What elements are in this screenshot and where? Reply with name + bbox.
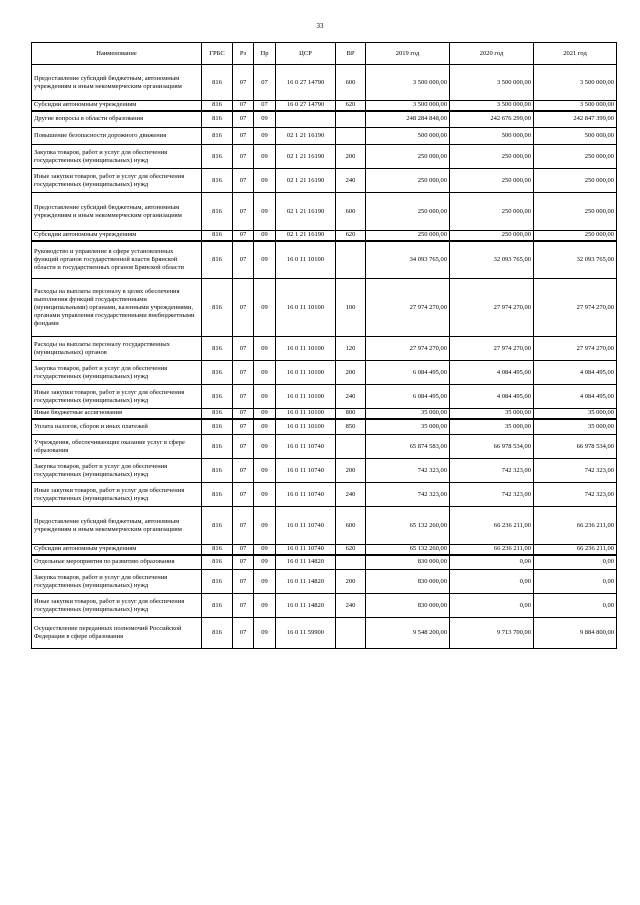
row-name: Предоставление субсидий бюджетным, автономным учреждениям и иным некоммерческим организациям (32, 193, 202, 231)
column-header-grbs: ГРБС (202, 43, 233, 65)
row-amount-2019: 3 500 000,00 (366, 65, 450, 101)
row-amount-2020: 0,00 (450, 570, 534, 594)
row-name: Предоставление субсидий бюджетным, автономным учреждениям и иным некоммерческим организациям (32, 507, 202, 545)
row-amount-2021: 0,00 (534, 570, 617, 594)
row-vr: 240 (336, 385, 366, 409)
row-name: Руководство и управление в сфере установленных функций органов государственной власти Брянской области и государственных органов Брянской области (32, 241, 202, 279)
row-name: Иные закупки товаров, работ и услуг для обеспечения государственных (муниципальных) нужд (32, 385, 202, 409)
row-pr: 09 (254, 231, 276, 241)
row-amount-2021: 9 884 800,00 (534, 618, 617, 649)
row-amount-2021: 250 000,00 (534, 231, 617, 241)
row-name: Предоставление субсидий бюджетным, автономным учреждениям и иным некоммерческим организациям (32, 65, 202, 101)
row-grbs: 816 (202, 111, 233, 128)
row-csr (276, 111, 336, 128)
row-amount-2020: 4 084 495,00 (450, 385, 534, 409)
row-name: Другие вопросы в области образования (32, 111, 202, 128)
row-amount-2019: 250 000,00 (366, 231, 450, 241)
row-pr: 09 (254, 545, 276, 555)
table-row (32, 361, 617, 385)
row-csr: 16 0 11 10100 (276, 241, 336, 279)
row-amount-2020: 35 000,00 (450, 409, 534, 419)
row-amount-2020: 3 500 000,00 (450, 101, 534, 111)
table-row (32, 279, 617, 337)
row-amount-2020: 250 000,00 (450, 193, 534, 231)
row-vr: 200 (336, 361, 366, 385)
row-csr: 16 0 11 10100 (276, 337, 336, 361)
row-pr: 09 (254, 337, 276, 361)
row-grbs: 816 (202, 169, 233, 193)
row-csr: 16 0 11 10740 (276, 435, 336, 459)
row-grbs: 816 (202, 65, 233, 101)
row-vr: 200 (336, 145, 366, 169)
row-name: Иные закупки товаров, работ и услуг для обеспечения государственных (муниципальных) нужд (32, 594, 202, 618)
table-row (32, 193, 617, 231)
row-amount-2020: 242 676 299,00 (450, 111, 534, 128)
table-row (32, 231, 617, 241)
row-vr: 850 (336, 419, 366, 435)
row-grbs: 816 (202, 101, 233, 111)
row-vr: 240 (336, 483, 366, 507)
row-csr: 02 1 21 16190 (276, 169, 336, 193)
row-amount-2021: 4 084 495,00 (534, 361, 617, 385)
row-rz: 07 (233, 385, 254, 409)
table-row (32, 483, 617, 507)
row-pr: 09 (254, 193, 276, 231)
row-amount-2020: 250 000,00 (450, 145, 534, 169)
row-pr: 07 (254, 101, 276, 111)
row-name: Расходы на выплаты персоналу в целях обеспечения выполнения функций государственными (муниципальными) органами, казенными учреждениями, органами управления государственными внебюджетными фондами (32, 279, 202, 337)
row-amount-2020: 66 978 534,00 (450, 435, 534, 459)
row-amount-2019: 27 974 270,00 (366, 337, 450, 361)
row-grbs: 816 (202, 435, 233, 459)
row-grbs: 816 (202, 419, 233, 435)
row-rz: 07 (233, 409, 254, 419)
row-amount-2020: 66 236 211,00 (450, 507, 534, 545)
row-amount-2019: 250 000,00 (366, 193, 450, 231)
row-amount-2021: 742 323,00 (534, 459, 617, 483)
row-vr: 620 (336, 545, 366, 555)
table-row (32, 459, 617, 483)
row-grbs: 816 (202, 545, 233, 555)
row-amount-2021: 500 000,00 (534, 128, 617, 145)
table-row (32, 419, 617, 435)
row-rz: 07 (233, 169, 254, 193)
row-csr: 02 1 21 16190 (276, 193, 336, 231)
table-row (32, 65, 617, 101)
row-amount-2021: 66 978 534,00 (534, 435, 617, 459)
row-rz: 07 (233, 483, 254, 507)
row-csr: 16 0 11 14820 (276, 570, 336, 594)
row-rz: 07 (233, 507, 254, 545)
row-vr: 620 (336, 101, 366, 111)
row-grbs: 816 (202, 483, 233, 507)
column-header-2020: 2020 год (450, 43, 534, 65)
row-grbs: 816 (202, 145, 233, 169)
row-vr (336, 435, 366, 459)
row-amount-2020: 27 974 270,00 (450, 337, 534, 361)
row-vr (336, 128, 366, 145)
row-vr: 800 (336, 409, 366, 419)
table-row (32, 594, 617, 618)
table-row (32, 385, 617, 409)
row-pr: 09 (254, 145, 276, 169)
row-amount-2019: 742 323,00 (366, 483, 450, 507)
row-amount-2019: 65 874 583,00 (366, 435, 450, 459)
row-vr: 600 (336, 193, 366, 231)
row-vr (336, 555, 366, 570)
row-csr: 16 0 11 10100 (276, 409, 336, 419)
row-amount-2021: 35 000,00 (534, 409, 617, 419)
table-row (32, 570, 617, 594)
row-rz: 07 (233, 459, 254, 483)
row-name: Отдельные мероприятия по развитию образования (32, 555, 202, 570)
column-header-name: Наименование (32, 43, 202, 65)
row-rz: 07 (233, 337, 254, 361)
row-csr: 16 0 27 14790 (276, 101, 336, 111)
row-amount-2021: 66 236 211,00 (534, 507, 617, 545)
row-amount-2019: 34 093 765,00 (366, 241, 450, 279)
row-amount-2020: 0,00 (450, 594, 534, 618)
row-csr: 16 0 11 10740 (276, 483, 336, 507)
row-rz: 07 (233, 555, 254, 570)
row-amount-2019: 830 000,00 (366, 555, 450, 570)
table-body (32, 65, 617, 649)
row-vr (336, 618, 366, 649)
row-csr: 16 0 11 10100 (276, 385, 336, 409)
row-csr: 02 1 21 16190 (276, 128, 336, 145)
row-amount-2019: 27 974 270,00 (366, 279, 450, 337)
row-name: Субсидии автономным учреждениям (32, 545, 202, 555)
row-name: Закупка товаров, работ и услуг для обеспечения государственных (муниципальных) нужд (32, 570, 202, 594)
row-vr: 600 (336, 507, 366, 545)
row-grbs: 816 (202, 459, 233, 483)
row-amount-2021: 66 236 211,00 (534, 545, 617, 555)
row-name: Уплата налогов, сборов и иных платежей (32, 419, 202, 435)
row-amount-2019: 500 000,00 (366, 128, 450, 145)
row-vr (336, 241, 366, 279)
row-rz: 07 (233, 279, 254, 337)
row-rz: 07 (233, 545, 254, 555)
row-amount-2021: 3 500 000,00 (534, 101, 617, 111)
row-pr: 09 (254, 507, 276, 545)
row-rz: 07 (233, 435, 254, 459)
table-row (32, 241, 617, 279)
row-csr: 16 0 11 14820 (276, 555, 336, 570)
row-amount-2019: 248 284 848,00 (366, 111, 450, 128)
row-amount-2021: 250 000,00 (534, 145, 617, 169)
row-csr: 16 0 11 10740 (276, 545, 336, 555)
table-row (32, 101, 617, 111)
row-csr: 16 0 27 14790 (276, 65, 336, 101)
row-csr: 16 0 11 10100 (276, 279, 336, 337)
row-amount-2019: 3 500 000,00 (366, 101, 450, 111)
row-amount-2019: 65 132 260,00 (366, 507, 450, 545)
table-row (32, 128, 617, 145)
row-amount-2021: 3 500 000,00 (534, 65, 617, 101)
row-amount-2020: 66 236 211,00 (450, 545, 534, 555)
table-header-row (32, 43, 617, 65)
row-amount-2021: 32 093 765,00 (534, 241, 617, 279)
row-grbs: 816 (202, 570, 233, 594)
row-grbs: 816 (202, 231, 233, 241)
row-amount-2019: 9 548 200,00 (366, 618, 450, 649)
row-rz: 07 (233, 128, 254, 145)
row-grbs: 816 (202, 361, 233, 385)
row-pr: 09 (254, 279, 276, 337)
page-number: 33 (316, 22, 324, 30)
column-header-csr: ЦСР (276, 43, 336, 65)
row-rz: 07 (233, 570, 254, 594)
row-amount-2019: 35 000,00 (366, 419, 450, 435)
row-amount-2019: 6 084 495,00 (366, 361, 450, 385)
row-vr: 200 (336, 459, 366, 483)
column-header-pr: Пр (254, 43, 276, 65)
table-row (32, 545, 617, 555)
row-name: Иные бюджетные ассигнования (32, 409, 202, 419)
row-amount-2019: 830 000,00 (366, 570, 450, 594)
row-rz: 07 (233, 65, 254, 101)
row-amount-2020: 500 000,00 (450, 128, 534, 145)
row-amount-2021: 250 000,00 (534, 169, 617, 193)
row-amount-2020: 742 323,00 (450, 459, 534, 483)
row-csr: 16 0 11 10740 (276, 507, 336, 545)
row-vr: 240 (336, 169, 366, 193)
row-amount-2020: 742 323,00 (450, 483, 534, 507)
row-csr: 16 0 11 10100 (276, 419, 336, 435)
row-name: Субсидии автономным учреждениям (32, 231, 202, 241)
row-csr: 16 0 11 59900 (276, 618, 336, 649)
row-name: Закупка товаров, работ и услуг для обеспечения государственных (муниципальных) нужд (32, 145, 202, 169)
row-rz: 07 (233, 145, 254, 169)
table-row (32, 555, 617, 570)
row-grbs: 816 (202, 128, 233, 145)
row-name: Иные закупки товаров, работ и услуг для обеспечения государственных (муниципальных) нужд (32, 169, 202, 193)
row-amount-2021: 27 974 270,00 (534, 279, 617, 337)
row-vr: 200 (336, 570, 366, 594)
row-pr: 09 (254, 555, 276, 570)
row-amount-2021: 0,00 (534, 555, 617, 570)
row-pr: 09 (254, 459, 276, 483)
row-rz: 07 (233, 594, 254, 618)
row-name: Закупка товаров, работ и услуг для обеспечения государственных (муниципальных) нужд (32, 459, 202, 483)
row-amount-2021: 742 323,00 (534, 483, 617, 507)
row-pr: 09 (254, 128, 276, 145)
column-header-rz: Рз (233, 43, 254, 65)
row-amount-2019: 742 323,00 (366, 459, 450, 483)
row-grbs: 816 (202, 507, 233, 545)
row-amount-2020: 4 084 495,00 (450, 361, 534, 385)
row-pr: 09 (254, 435, 276, 459)
column-header-vr: ВР (336, 43, 366, 65)
row-grbs: 816 (202, 409, 233, 419)
row-vr: 600 (336, 65, 366, 101)
row-rz: 07 (233, 419, 254, 435)
row-grbs: 816 (202, 594, 233, 618)
column-header-2019: 2019 год (366, 43, 450, 65)
row-amount-2021: 35 000,00 (534, 419, 617, 435)
row-name: Учреждения, обеспечивающие оказание услуг в сфере образования (32, 435, 202, 459)
row-pr: 09 (254, 570, 276, 594)
row-rz: 07 (233, 193, 254, 231)
row-grbs: 816 (202, 555, 233, 570)
row-amount-2021: 242 847 399,00 (534, 111, 617, 128)
table-row (32, 169, 617, 193)
row-csr: 16 0 11 14820 (276, 594, 336, 618)
row-pr: 09 (254, 419, 276, 435)
row-pr: 09 (254, 409, 276, 419)
row-rz: 07 (233, 361, 254, 385)
budget-table (31, 42, 617, 649)
row-amount-2020: 35 000,00 (450, 419, 534, 435)
row-csr: 16 0 11 10740 (276, 459, 336, 483)
row-amount-2020: 9 713 700,00 (450, 618, 534, 649)
row-rz: 07 (233, 101, 254, 111)
row-amount-2021: 0,00 (534, 594, 617, 618)
column-header-2021: 2021 год (534, 43, 617, 65)
row-amount-2019: 65 132 260,00 (366, 545, 450, 555)
row-pr: 09 (254, 483, 276, 507)
row-amount-2019: 830 000,00 (366, 594, 450, 618)
row-pr: 09 (254, 361, 276, 385)
row-amount-2019: 250 000,00 (366, 145, 450, 169)
table-row (32, 507, 617, 545)
row-pr: 09 (254, 169, 276, 193)
row-pr: 09 (254, 618, 276, 649)
row-amount-2020: 3 500 000,00 (450, 65, 534, 101)
row-csr: 16 0 11 10100 (276, 361, 336, 385)
row-csr: 02 1 21 16190 (276, 231, 336, 241)
row-name: Расходы на выплаты персоналу государственных (муниципальных) органов (32, 337, 202, 361)
row-name: Закупка товаров, работ и услуг для обеспечения государственных (муниципальных) нужд (32, 361, 202, 385)
row-pr: 09 (254, 111, 276, 128)
row-vr: 120 (336, 337, 366, 361)
row-amount-2021: 4 084 495,00 (534, 385, 617, 409)
row-amount-2020: 0,00 (450, 555, 534, 570)
row-amount-2021: 27 974 270,00 (534, 337, 617, 361)
row-pr: 09 (254, 385, 276, 409)
row-amount-2021: 250 000,00 (534, 193, 617, 231)
row-amount-2020: 32 093 765,00 (450, 241, 534, 279)
table-row (32, 618, 617, 649)
row-name: Осуществление переданных полномочий Российской Федерации в сфере образования (32, 618, 202, 649)
row-vr (336, 111, 366, 128)
row-pr: 09 (254, 594, 276, 618)
row-rz: 07 (233, 241, 254, 279)
row-pr: 07 (254, 65, 276, 101)
row-grbs: 816 (202, 241, 233, 279)
row-grbs: 816 (202, 337, 233, 361)
row-vr: 100 (336, 279, 366, 337)
row-amount-2020: 250 000,00 (450, 169, 534, 193)
row-rz: 07 (233, 111, 254, 128)
row-amount-2020: 250 000,00 (450, 231, 534, 241)
row-amount-2020: 27 974 270,00 (450, 279, 534, 337)
row-name: Повышение безопасности дорожного движения (32, 128, 202, 145)
table-row (32, 145, 617, 169)
row-grbs: 816 (202, 385, 233, 409)
row-rz: 07 (233, 231, 254, 241)
row-grbs: 816 (202, 618, 233, 649)
table-row (32, 435, 617, 459)
table-row (32, 337, 617, 361)
table-row (32, 111, 617, 128)
row-grbs: 816 (202, 193, 233, 231)
row-amount-2019: 6 084 495,00 (366, 385, 450, 409)
row-grbs: 816 (202, 279, 233, 337)
row-amount-2019: 35 000,00 (366, 409, 450, 419)
table-row (32, 409, 617, 419)
row-name: Иные закупки товаров, работ и услуг для обеспечения государственных (муниципальных) нужд (32, 483, 202, 507)
row-vr: 620 (336, 231, 366, 241)
row-csr: 02 1 21 16190 (276, 145, 336, 169)
row-name: Субсидии автономным учреждениям (32, 101, 202, 111)
row-pr: 09 (254, 241, 276, 279)
row-rz: 07 (233, 618, 254, 649)
row-amount-2019: 250 000,00 (366, 169, 450, 193)
row-vr: 240 (336, 594, 366, 618)
